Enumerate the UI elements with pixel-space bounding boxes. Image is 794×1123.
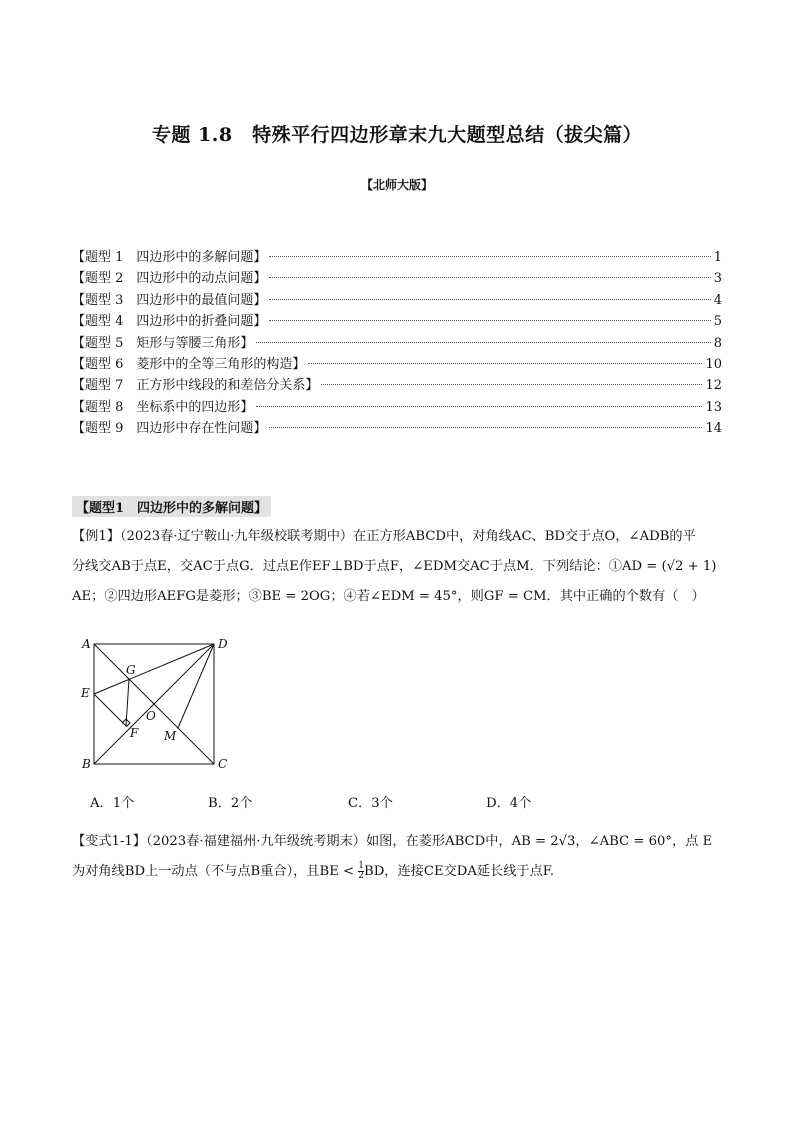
choice-c[interactable]: C．3个 [348, 796, 393, 811]
toc-leader [308, 363, 702, 364]
toc-item-label: 【题型 5 矩形与等腰三角形】 [72, 335, 254, 351]
toc-item-label: 【题型 6 菱形中的全等三角形的构造】 [72, 356, 306, 372]
point-label-m: M [164, 729, 177, 743]
toc-leader [269, 256, 710, 257]
variant-problem [72, 827, 722, 887]
toc-leader [269, 299, 710, 300]
toc-item-page: 8 [713, 335, 722, 351]
toc-item-page: 10 [705, 356, 722, 372]
point-label-e: E [81, 686, 90, 700]
example-line: 【例1】（2023春·辽宁鞍山·九年级校联考期中）在正方形ABCD中，对角线AC、BD交于点O，∠ADB的平 [72, 529, 696, 544]
toc-item[interactable] [72, 332, 722, 353]
point-label-g: G [126, 663, 136, 677]
table-of-contents [72, 246, 722, 439]
toc-item-page: 13 [705, 399, 722, 415]
variant-line: 【变式1-1】（2023春·福建福州·九年级统考期末）如图，在菱形ABCD中，AB = 2√3，∠ABC = 60°，点 E [72, 834, 713, 849]
toc-leader [256, 342, 710, 343]
section-heading: 【题型1 四边形中的多解问题】 [72, 496, 271, 517]
toc-item-label: 【题型 8 坐标系中的四边形】 [72, 399, 254, 415]
toc-item[interactable] [72, 289, 722, 310]
toc-item-page: 1 [713, 250, 722, 265]
edition-label: 【北师大版】 [360, 178, 433, 192]
point-label-c: C [218, 757, 228, 771]
toc-leader [269, 427, 702, 428]
geometry-figure [74, 630, 244, 780]
toc-item-page: 4 [713, 292, 722, 308]
point-label-d: D [218, 637, 228, 651]
example-problem [72, 522, 722, 612]
point-label-b: B [82, 757, 91, 771]
fraction-numerator: 1 [358, 861, 365, 871]
choice-b[interactable]: B．2个 [208, 796, 253, 811]
toc-item[interactable] [72, 267, 722, 288]
point-label-f: F [130, 726, 139, 740]
toc-leader [256, 406, 702, 407]
variant-line [72, 857, 722, 887]
toc-item[interactable] [72, 246, 722, 267]
segment-ef [94, 694, 126, 726]
square-diagram [74, 630, 244, 780]
page-title: 专题 1.8 特殊平行四边形章末九大题型总结（拔尖篇） [151, 124, 643, 146]
toc-item-label: 【题型 2 四边形中的动点问题】 [72, 271, 267, 287]
toc-item[interactable] [72, 353, 722, 374]
toc-item[interactable] [72, 374, 722, 395]
toc-item-page: 14 [705, 421, 722, 437]
toc-item[interactable] [72, 310, 722, 331]
toc-item-label: 【题型 4 四边形中的折叠问题】 [72, 314, 267, 330]
toc-item-page: 12 [705, 378, 722, 394]
choice-d[interactable]: D．4个 [486, 796, 532, 811]
example-line: AE；②四边形AEFG是菱形；③BE = 2OG；④若∠EDM = 45°，则GF = CM．其中正确的个数有（ ） [72, 589, 705, 604]
toc-leader [269, 320, 710, 321]
toc-item[interactable] [72, 396, 722, 417]
toc-item-page: 3 [713, 271, 722, 287]
toc-item-label: 【题型 3 四边形中的最值问题】 [72, 292, 267, 308]
toc-item-label: 【题型 7 正方形中线段的和差倍分关系】 [72, 378, 319, 394]
toc-item-label: 【题型 1 四边形中的多解问题】 [72, 250, 267, 265]
fraction-denominator: 2 [358, 871, 365, 881]
point-label-o: O [146, 709, 156, 723]
variant-text-part: 为对角线BD上一动点（不与点B重合），且BE < [72, 864, 359, 879]
toc-leader [321, 384, 702, 385]
variant-text-part: BD，连接CE交DA延长线于点F. [364, 864, 555, 879]
choice-a[interactable]: A．1个 [90, 796, 135, 811]
example-line: 分线交AB于点E，交AC于点G．过点E作EF⊥BD于点F，∠EDM交AC于点M．下列结论：①AD = (√2 + 1) [72, 559, 717, 574]
point-label-a: A [82, 637, 91, 651]
toc-item-page: 5 [713, 314, 722, 330]
toc-leader [269, 277, 710, 278]
toc-item-label: 【题型 9 四边形中存在性问题】 [72, 421, 267, 437]
toc-item[interactable] [72, 417, 722, 438]
